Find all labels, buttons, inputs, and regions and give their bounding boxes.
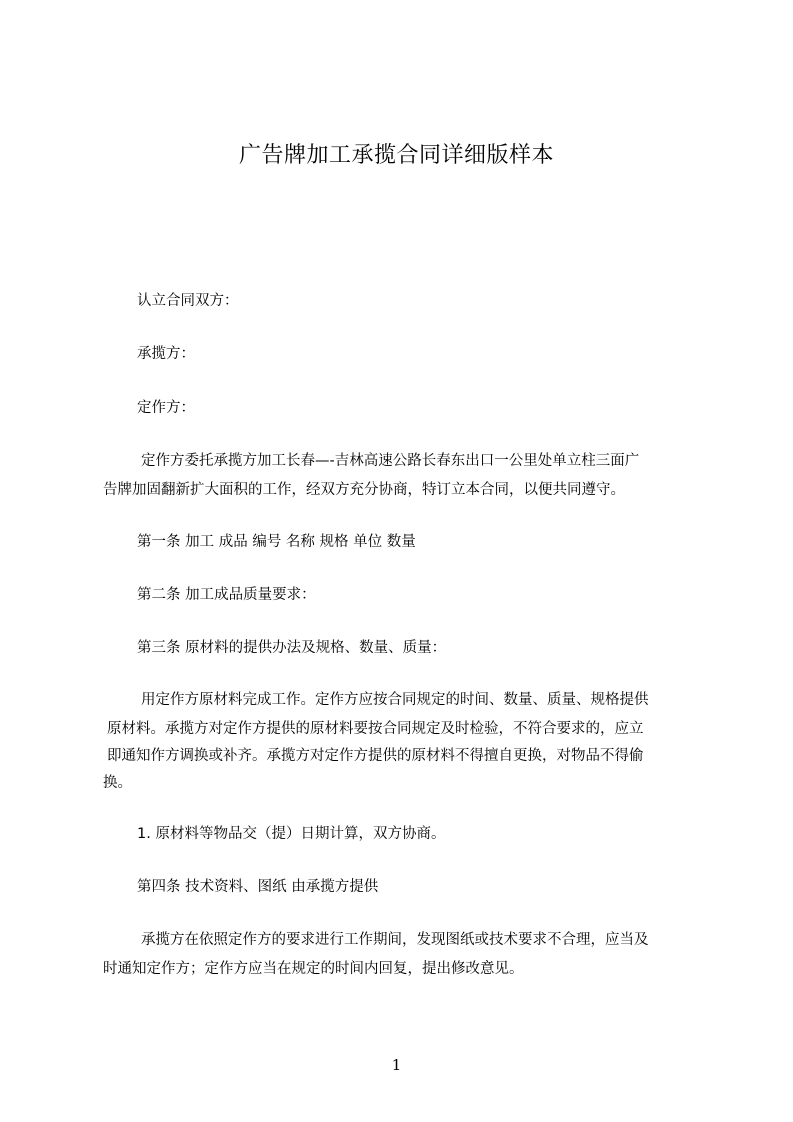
intro-line-2: 告牌加固翻新扩大面积的工作，经双方充分协商，特订立本合同，以便共同遵守。 bbox=[103, 482, 625, 498]
article-3: 第三条 原材料的提供办法及规格、数量、质量： bbox=[137, 640, 447, 656]
materials-line-1: 用定作方原材料完成工作。定作方应按合同规定的时间、数量、质量、规格提供 bbox=[141, 692, 649, 708]
materials-line-4: 换。 bbox=[103, 775, 132, 791]
document-title: 广告牌加工承揽合同详细版样本 bbox=[238, 143, 554, 168]
client-label: 定作方： bbox=[137, 400, 195, 416]
item-1: 1. 原材料等物品交（提）日期计算，双方协商。 bbox=[137, 826, 446, 842]
technical-line-2: 时通知定作方；定作方应当在规定的时间内回复，提出修改意见。 bbox=[103, 961, 524, 977]
materials-line-2: 原材料。承揽方对定作方提供的原材料要按合同规定及时检验，不符合要求的，应立 bbox=[107, 721, 644, 737]
article-1: 第一条 加工 成品 编号 名称 规格 单位 数量 bbox=[137, 534, 416, 550]
page-number: 1 bbox=[391, 1056, 402, 1074]
article-2: 第二条 加工成品质量要求： bbox=[137, 587, 316, 603]
parties-heading: 认立合同双方： bbox=[137, 293, 239, 309]
contractor-label: 承揽方： bbox=[137, 346, 195, 362]
intro-line-1: 定作方委托承揽方加工长春—-吉林高速公路长春东出口一公里处单立柱三面广 bbox=[141, 453, 640, 469]
article-4: 第四条 技术资料、图纸 由承揽方提供 bbox=[137, 879, 379, 895]
materials-line-3: 即通知作方调换或补齐。承揽方对定作方提供的原材料不得擅自更换，对物品不得偷 bbox=[107, 748, 644, 764]
technical-line-1: 承揽方在依照定作方的要求进行工作期间，发现图纸或技术要求不合理，应当及 bbox=[141, 932, 649, 948]
